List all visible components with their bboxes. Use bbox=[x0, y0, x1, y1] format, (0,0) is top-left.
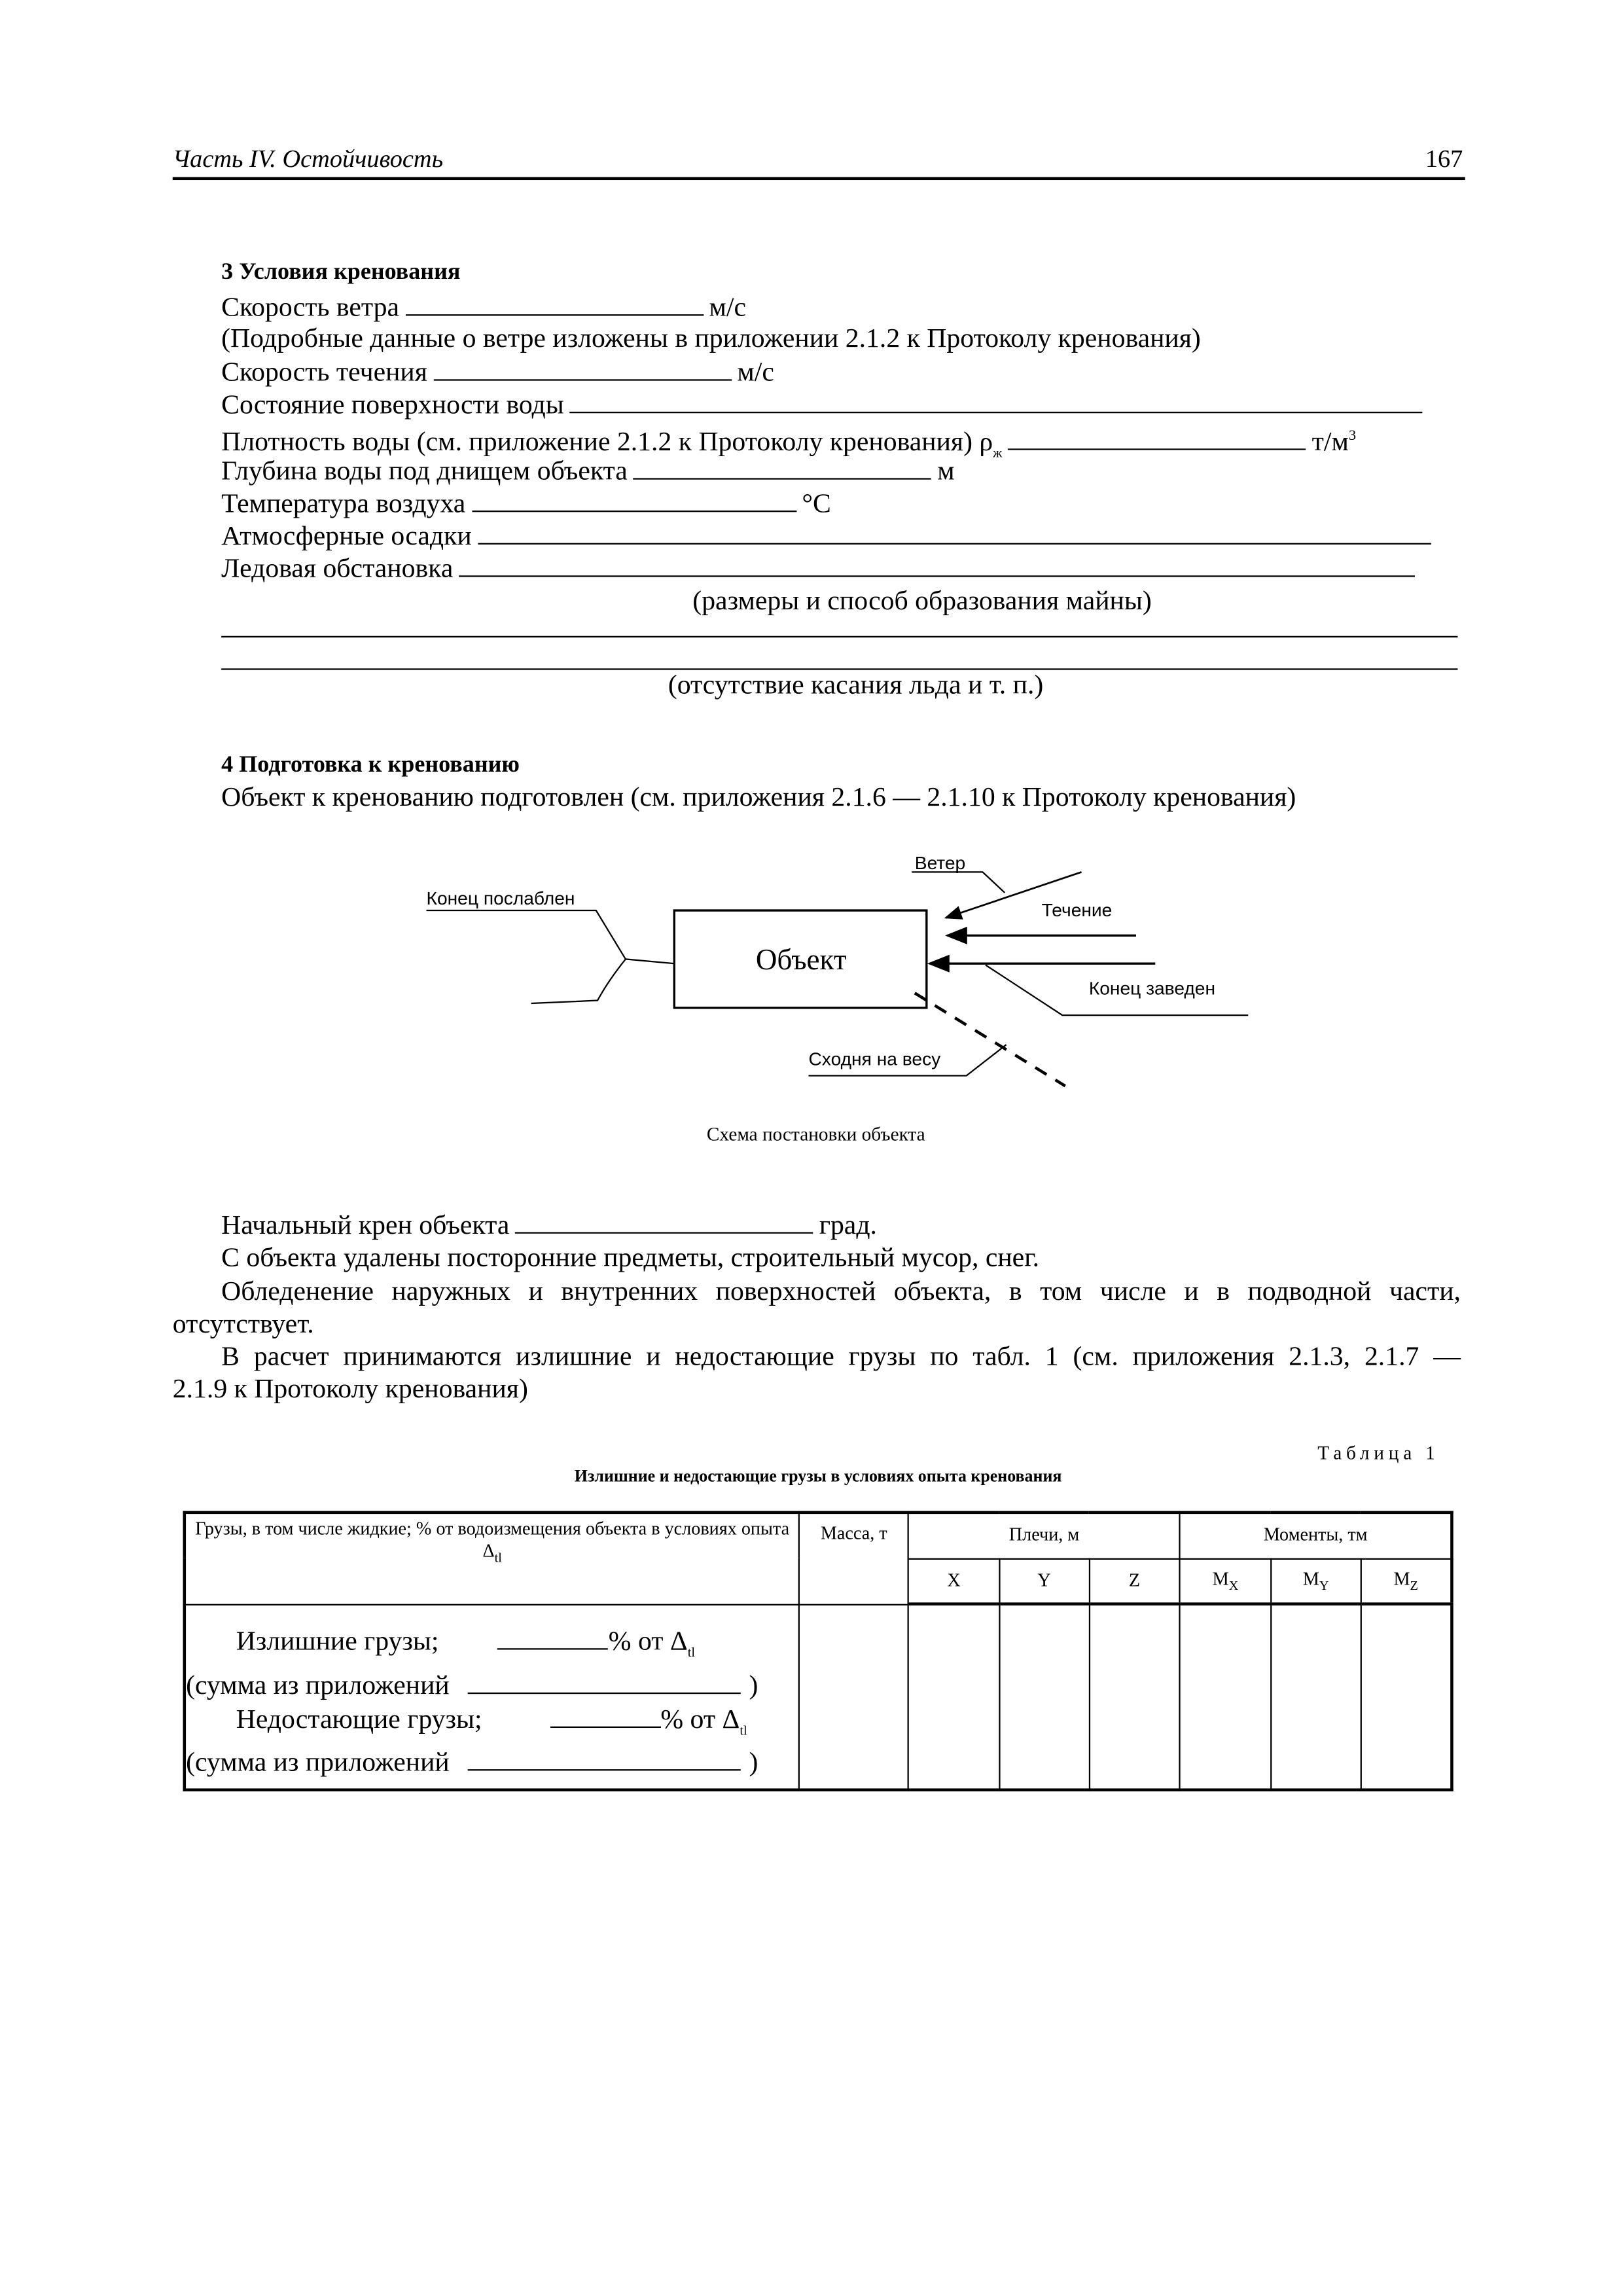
mass-cell[interactable] bbox=[800, 1604, 909, 1789]
ice-caption-1-text: (размеры и способ образования майны) bbox=[692, 587, 1152, 617]
x-cell[interactable] bbox=[908, 1604, 999, 1789]
mz-cell[interactable] bbox=[1361, 1604, 1452, 1789]
excess-close: ) bbox=[749, 1671, 758, 1701]
gangway-line bbox=[915, 993, 1065, 1086]
density-label: Плотность воды (см. приложение 2.1.2 к Протоколу кренования) ρ bbox=[221, 428, 993, 458]
page-number: 167 bbox=[1425, 144, 1463, 173]
current-label: Течение bbox=[1041, 899, 1113, 921]
y-cell[interactable] bbox=[999, 1604, 1089, 1789]
depth-unit: м bbox=[937, 457, 955, 487]
wind-note: (Подробные данные о ветре изложены в приложении 2.1.2 к Протоколу кренования) bbox=[221, 324, 1201, 355]
ice-caption-2-text: (отсутствие касания льда и т. п.) bbox=[668, 671, 1044, 701]
col-z: Z bbox=[1089, 1558, 1180, 1604]
my-s: Y bbox=[1319, 1578, 1329, 1593]
diagram-caption: Схема постановки объекта bbox=[706, 1124, 925, 1145]
col-mass: Масса, т bbox=[800, 1513, 909, 1604]
removed-items: С объекта удалены посторонние предметы, строительный мусор, снег. bbox=[221, 1244, 1040, 1274]
loads-table bbox=[183, 1511, 1454, 1791]
col-loads-sub: tl bbox=[494, 1550, 502, 1565]
excess-pct-from: % от Δ bbox=[608, 1627, 688, 1657]
heel-field[interactable] bbox=[515, 1208, 813, 1233]
missing-line bbox=[186, 1704, 798, 1748]
icing-line-1: Обледенение наружных и внутренних поверхностей объекта, в том числе и в подводной части, bbox=[221, 1278, 1461, 1308]
col-y: Y bbox=[999, 1558, 1089, 1604]
excess-sum-line bbox=[186, 1670, 798, 1704]
density-sub: ж bbox=[993, 445, 1003, 461]
loads-line-1: В расчет принимаются излишние и недостающие грузы по табл. 1 (см. приложения 2.1.3, 2.1.7 — bbox=[221, 1342, 1461, 1372]
missing-sum-field[interactable] bbox=[467, 1749, 740, 1771]
loads-line-2: 2.1.9 к Протоколу кренования) bbox=[172, 1375, 528, 1405]
current-speed-label: Скорость течения bbox=[221, 358, 427, 388]
col-loads-text: Грузы, в том числе жидкие; % от водоизмещения объекта в условиях опыта Δ bbox=[195, 1518, 790, 1562]
wind-speed-label: Скорость ветра bbox=[221, 293, 400, 323]
prepared-line: Объект к кренованию подготовлен (см. приложения 2.1.6 — 2.1.10 к Протоколу кренования) bbox=[221, 783, 1296, 814]
col-mz bbox=[1361, 1558, 1452, 1604]
excess-sum-field[interactable] bbox=[467, 1671, 740, 1693]
depth-label: Глубина воды под днищем объекта bbox=[221, 457, 628, 487]
wind-leader bbox=[912, 872, 1005, 893]
missing-close: ) bbox=[749, 1749, 758, 1779]
slack-end-label: Конец послаблен bbox=[426, 888, 575, 909]
wind-speed-unit: м/с bbox=[709, 293, 746, 323]
mx-cell[interactable] bbox=[1180, 1604, 1271, 1789]
mz-m: M bbox=[1393, 1568, 1410, 1590]
col-loads bbox=[185, 1513, 800, 1604]
slack-end-line bbox=[427, 910, 675, 1003]
gangway-label: Сходня на весу bbox=[808, 1048, 941, 1069]
surface-label: Состояние поверхности воды bbox=[221, 391, 564, 421]
missing-sum-label: (сумма из приложений bbox=[186, 1749, 450, 1779]
density-unit: т/м bbox=[1311, 428, 1349, 458]
mz-s: Z bbox=[1410, 1578, 1418, 1593]
mx-m: M bbox=[1212, 1568, 1229, 1590]
table-title-text: Излишние и недостающие грузы в условиях опыта кренования bbox=[574, 1468, 1062, 1486]
col-x: X bbox=[908, 1558, 999, 1604]
wind-label: Ветер bbox=[914, 852, 966, 873]
heel-unit: град. bbox=[819, 1211, 877, 1242]
air-temp-unit: °C bbox=[802, 490, 831, 520]
missing-sub: tl bbox=[740, 1722, 747, 1737]
z-cell[interactable] bbox=[1089, 1604, 1180, 1789]
col-moments: Моменты, тм bbox=[1180, 1513, 1452, 1558]
excess-label: Излишние грузы; bbox=[236, 1627, 439, 1657]
excess-pct-field[interactable] bbox=[498, 1627, 609, 1649]
loads-cell bbox=[185, 1604, 800, 1789]
col-my bbox=[1271, 1558, 1361, 1604]
table-label: Таблица 1 bbox=[1317, 1441, 1440, 1464]
precip-label: Атмосферные осадки bbox=[221, 522, 472, 552]
mx-s: X bbox=[1228, 1578, 1239, 1593]
missing-sum-line bbox=[186, 1748, 798, 1782]
heel-label: Начальный крен объекта bbox=[221, 1211, 510, 1242]
table-row bbox=[185, 1604, 1452, 1789]
table-title bbox=[183, 1468, 1454, 1486]
missing-label: Недостающие грузы; bbox=[236, 1705, 482, 1735]
missing-pct-from: % от Δ bbox=[660, 1705, 740, 1735]
col-mx bbox=[1180, 1558, 1271, 1604]
heel-row bbox=[221, 1208, 877, 1242]
air-temp-label: Температура воздуха bbox=[221, 490, 466, 520]
current-speed-unit: м/с bbox=[737, 358, 774, 388]
icing-line-2: отсутствует. bbox=[172, 1310, 314, 1340]
object-label: Объект bbox=[755, 943, 847, 977]
running-title: Часть IV. Остойчивость bbox=[172, 144, 444, 173]
excess-line bbox=[186, 1626, 798, 1670]
section-3-title: 3 Условия кренования bbox=[221, 259, 461, 285]
section-4-title: 4 Подготовка к кренованию bbox=[221, 752, 520, 778]
end-in-label: Конец заведен bbox=[1088, 977, 1216, 999]
ice-label: Ледовая обстановка bbox=[221, 554, 454, 584]
col-arms: Плечи, м bbox=[908, 1513, 1180, 1558]
my-cell[interactable] bbox=[1271, 1604, 1361, 1789]
missing-pct-field[interactable] bbox=[550, 1705, 660, 1727]
density-sup: 3 bbox=[1348, 427, 1357, 444]
my-m: M bbox=[1302, 1568, 1319, 1590]
excess-sum-label: (сумма из приложений bbox=[186, 1671, 450, 1701]
excess-sub: tl bbox=[687, 1644, 696, 1660]
